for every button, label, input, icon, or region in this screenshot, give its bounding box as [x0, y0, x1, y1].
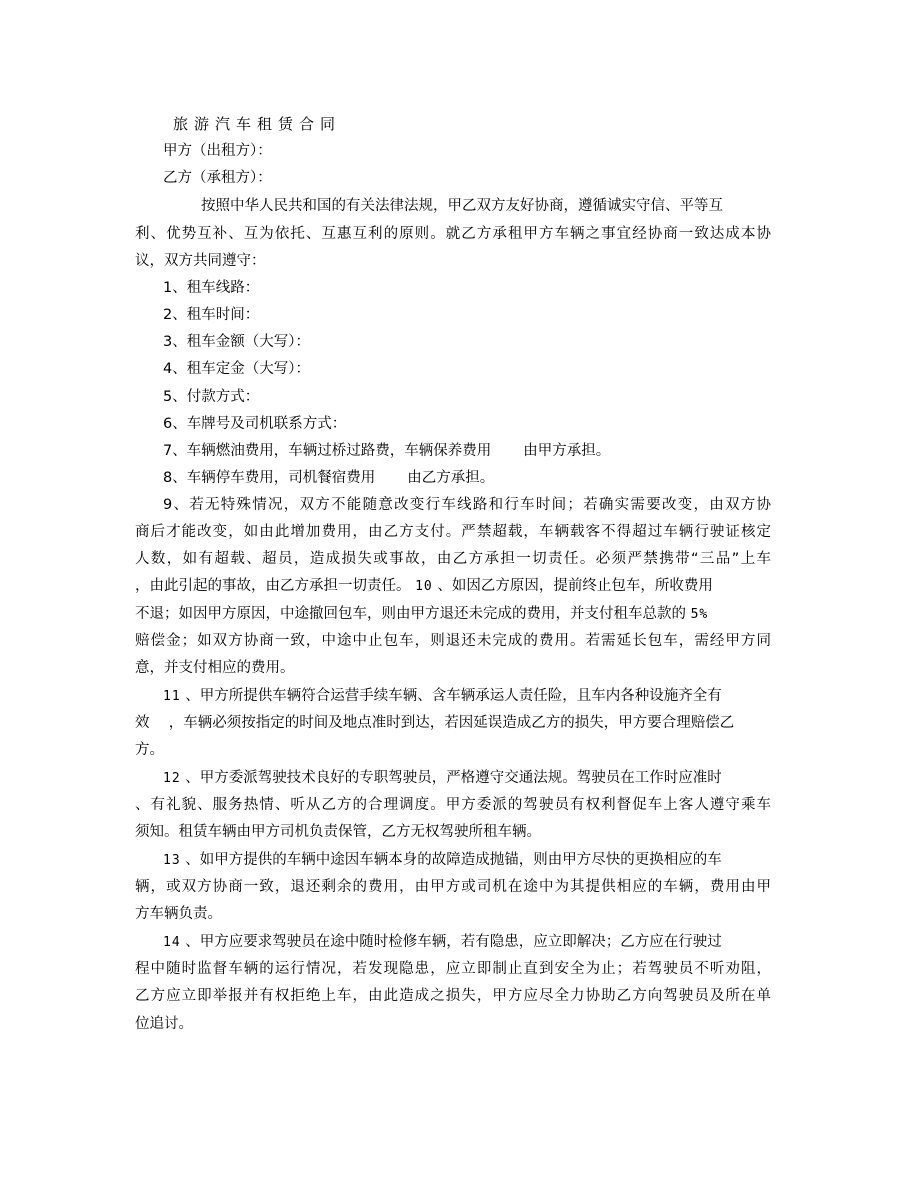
clause-13-line-1-text: 、如甲方提供的车辆中途因车辆本身的故障造成抛锚，则由甲方尽快的更换相应的车	[185, 852, 722, 868]
clause-14-line-1-text: 、甲方应要求驾驶员在途中随时检修车辆，若有隐患，应立即解决；乙方应在行驶过	[185, 934, 722, 950]
party-b-label: 乙方（承租方）：	[163, 170, 272, 186]
clause-11-number: 11	[163, 689, 181, 704]
item-2: 2、租车时间：	[163, 307, 260, 323]
clause-9-line-1: 9、若无特殊情况，双方不能随意改变行车线路和行车时间；若确实需要改变，由双方协	[163, 497, 771, 513]
party-a-label: 甲方（出租方）：	[163, 143, 272, 159]
clause-13-number: 13	[163, 853, 181, 868]
clause-14-line-2: 程中随时监督车辆的运行情况，若发现隐患，应立即制止直到安全为止；若驾驶员不听劝阻，	[135, 961, 771, 977]
item-8-text: 8、车辆停车费用，司机餐宿费用	[163, 470, 376, 486]
clause-13-line-1	[163, 851, 722, 870]
preamble-line-2: 利、优势互补、互为依托、互惠互利的原则。就乙方承租甲方车辆之事宜经协商一致达成本协	[135, 226, 771, 242]
clause-12-line-2: 、有礼貌、服务热情、听从乙方的合理调度。甲方委派的驾驶员有权利督促车上客人遵守乘车	[135, 797, 771, 813]
clause-11-line-3: 方。	[135, 742, 164, 758]
item-1: 1、租车线路：	[163, 280, 260, 296]
clause-11-line-2	[135, 714, 734, 732]
clause-9-line-4	[135, 577, 713, 596]
item-5: 5、付款方式：	[163, 389, 260, 405]
item-7-bearer: 由甲方承担。	[523, 443, 611, 459]
clause-13-line-3: 方车辆负责。	[135, 906, 222, 922]
clause-14-line-1	[163, 933, 722, 952]
preamble-line-3: 议，双方共同遵守：	[135, 253, 266, 269]
clause-14-line-4: 位追讨。	[135, 1016, 193, 1032]
item-4: 4、租车定金（大写）：	[163, 361, 310, 377]
clause-9-line-4-text: ，由此引起的事故，由乙方承担一切责任。	[135, 578, 411, 594]
clause-11-line-2-word: 效	[135, 715, 150, 731]
contract-title: 旅游汽车租赁合同	[173, 115, 342, 133]
clause-9-line-2: 商后才能改变，如由此增加费用，由乙方支付。严禁超载，车辆载客不得超过车辆行驶证核定	[135, 524, 771, 540]
clause-9-line-7: 意，并支付相应的费用。	[135, 660, 295, 676]
clause-13-line-2: 辆，或双方协商一致，退还剩余的费用，由甲方或司机在途中为其提供相应的车辆，费用由甲	[135, 879, 771, 895]
clause-9-line-5	[135, 605, 708, 624]
item-8	[163, 469, 494, 487]
clause-12-line-1-text: 、甲方委派驾驶技术良好的专职驾驶员，严格遵守交通法规。驾驶员在工作时应准时	[185, 770, 722, 786]
clause-10-number: 10	[415, 579, 433, 594]
clause-11-line-1	[163, 687, 722, 706]
item-7-text: 7、车辆燃油费用，车辆过桥过路费，车辆保养费用	[163, 443, 492, 459]
item-8-bearer: 由乙方承担。	[407, 470, 495, 486]
clause-9-percent: 5%	[690, 607, 709, 622]
clause-11-line-2-text: ，车辆必须按指定的时间及地点准时到达，若因延误造成乙方的损失，甲方要合理赔偿乙	[168, 715, 735, 731]
item-3: 3、租车金额（大写）：	[163, 334, 310, 350]
clause-11-line-1-text: 、甲方所提供车辆符合运营手续车辆、含车辆承运人责任险，且车内各种设施齐全有	[185, 688, 722, 704]
clause-12-line-3: 须知。租赁车辆由甲方司机负责保管，乙方无权驾驶所租车辆。	[135, 824, 541, 840]
item-7	[163, 442, 610, 460]
clause-12-number: 12	[163, 771, 181, 786]
clause-9-line-3: 人数，如有超载、超员，造成损失或事故，由乙方承担一切责任。必须严禁携带“三品”上车	[135, 551, 771, 567]
clause-14-number: 14	[163, 935, 181, 950]
item-6: 6、车牌号及司机联系方式：	[163, 416, 347, 432]
clause-12-line-1	[163, 769, 722, 788]
clause-9-line-6: 赔偿金；如双方协商一致，中途中止包车，则退还未完成的费用。若需延长包车，需经甲方同	[135, 633, 771, 649]
clause-10-text: 、如因乙方原因，提前终止包车，所收费用	[437, 578, 713, 594]
clause-14-line-3: 乙方应立即举报并有权拒绝上车，由此造成之损失，甲方应尽全力协助乙方向驾驶员及所在单	[135, 988, 771, 1004]
clause-9-line-5-text: 不退；如因甲方原因，中途撤回包车，则由甲方退还未完成的费用，并支付租车总款的	[135, 606, 686, 622]
preamble-line-1: 按照中华人民共和国的有关法律法规，甲乙双方友好协商，遵循诚实守信、平等互	[201, 198, 723, 214]
